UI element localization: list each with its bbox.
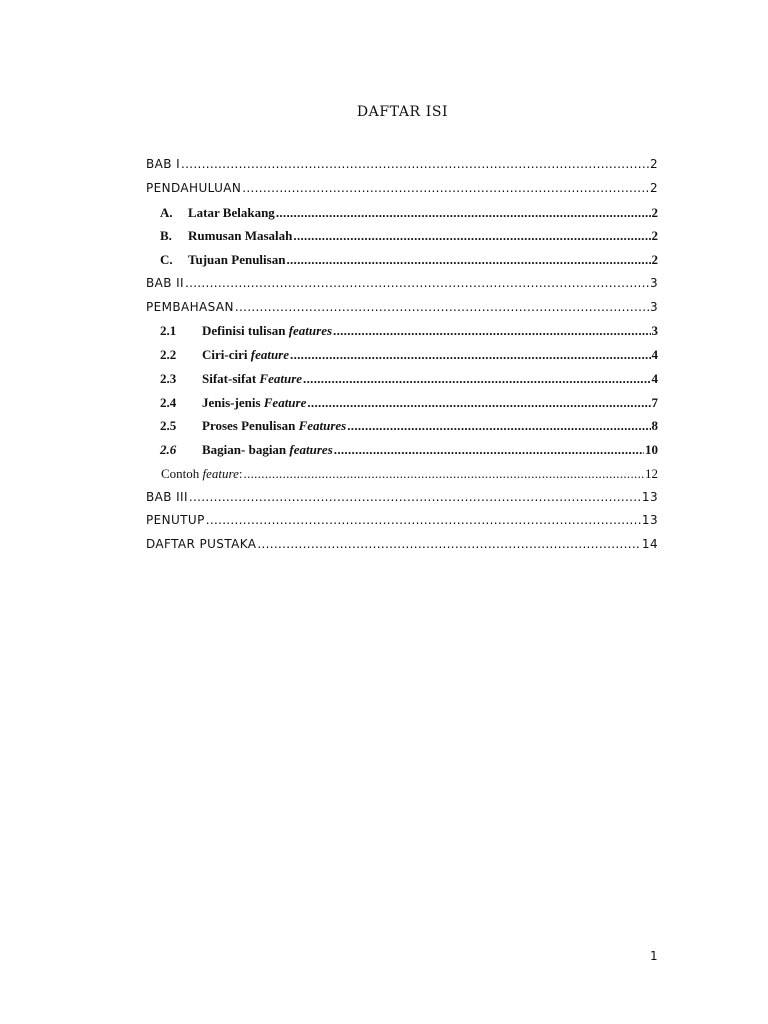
dot-leader (303, 371, 650, 387)
toc-entry-label-italic: Feature (263, 394, 307, 410)
toc-entry-2-5[interactable] (146, 418, 658, 442)
toc-entry-2-2[interactable] (146, 347, 658, 371)
toc-entry-number: B. (160, 228, 172, 244)
toc-entry-label (202, 371, 302, 387)
toc-entry-page: 8 (651, 418, 658, 434)
toc-entry-tujuan-penulisan[interactable] (146, 252, 658, 276)
toc-entry-label-text: Contoh (161, 465, 203, 481)
toc-entry-label: PENDAHULUAN (146, 180, 242, 195)
toc-entry-label: Latar Belakang (188, 204, 275, 220)
toc-entry-label-italic: features (288, 323, 333, 339)
toc-entry-bab-1[interactable] (146, 157, 658, 181)
toc-entry-page: 4 (651, 370, 658, 386)
toc-entry-label-italic: Feature (259, 370, 303, 386)
toc-entry-2-1[interactable] (146, 323, 658, 347)
toc-entry-page: 2 (649, 157, 658, 171)
dot-leader (206, 513, 641, 527)
page-title: DAFTAR ISI (356, 104, 449, 120)
toc-entry-label-suffix: : (238, 465, 243, 481)
toc-entry-bab-2[interactable] (146, 276, 658, 300)
toc-entry-number: 2.2 (160, 347, 177, 362)
toc-entry-page: 14 (641, 537, 658, 551)
toc-entry-label: DAFTAR PUSTAKA (146, 537, 257, 551)
toc-entry-label (202, 395, 306, 411)
toc-entry-latar-belakang[interactable] (146, 205, 658, 229)
toc-entry-label (202, 442, 333, 458)
toc-entry-label (202, 347, 289, 363)
toc-entry-2-4[interactable] (146, 395, 658, 419)
toc-entry-number: 2.6 (160, 442, 177, 457)
toc-entry-number: A. (160, 204, 173, 220)
table-of-contents (146, 157, 658, 561)
toc-entry-pendahuluan[interactable] (146, 181, 658, 205)
dot-leader (235, 300, 649, 314)
toc-entry-label: BAB II (146, 275, 184, 290)
toc-entry-label: Tujuan Penulisan (188, 252, 286, 267)
toc-entry-label-italic: feature (250, 347, 290, 362)
toc-entry-label: PEMBAHASAN (146, 299, 234, 314)
dot-leader (290, 347, 650, 363)
toc-entry-page: 10 (645, 442, 658, 457)
toc-entry-label-italic: Features (298, 418, 347, 434)
dot-leader (307, 395, 650, 411)
toc-entry-page: 2 (649, 180, 658, 195)
toc-entry-page: 12 (645, 465, 658, 481)
toc-entry-label-text: Jenis-jenis (202, 394, 264, 410)
dot-leader (333, 323, 650, 339)
toc-entry-2-3[interactable] (146, 371, 658, 395)
toc-entry-page: 2 (651, 204, 658, 220)
toc-entry-page: 2 (651, 252, 658, 267)
dot-leader (242, 181, 649, 195)
toc-entry-label-text: Definisi tulisan (202, 323, 289, 339)
dot-leader (244, 466, 644, 482)
toc-entry-label: BAB III (146, 489, 188, 504)
toc-entry-label (202, 323, 332, 339)
dot-leader (257, 537, 641, 551)
toc-entry-label-text: Proses Penulisan (202, 418, 299, 434)
toc-entry-label-text: Sifat-sifat (202, 370, 260, 386)
toc-entry-label-italic: feature (202, 465, 239, 481)
toc-entry-penutup[interactable] (146, 513, 658, 537)
toc-entry-pembahasan[interactable] (146, 300, 658, 324)
dot-leader (347, 418, 650, 434)
dot-leader (334, 442, 644, 458)
dot-leader (293, 228, 650, 244)
toc-entry-page: 3 (651, 323, 658, 339)
toc-entry-number: C. (160, 252, 173, 267)
toc-entry-page: 4 (651, 347, 658, 362)
toc-entry-label (161, 466, 243, 482)
toc-entry-bab-3[interactable] (146, 490, 658, 514)
toc-entry-label: BAB I (146, 157, 181, 171)
toc-entry-page: 13 (641, 489, 658, 504)
toc-entry-page: 13 (641, 513, 658, 528)
toc-entry-daftar-pustaka[interactable] (146, 537, 658, 561)
toc-entry-page: 7 (651, 394, 658, 410)
toc-entry-number: 2.3 (160, 370, 177, 386)
toc-entry-2-6[interactable] (146, 442, 658, 466)
toc-entry-number: 2.5 (160, 418, 177, 434)
toc-entry-label (202, 418, 346, 434)
toc-entry-page: 3 (649, 275, 658, 290)
toc-entry-page: 2 (651, 228, 658, 244)
toc-entry-page: 3 (649, 299, 658, 314)
page-number: 1 (650, 949, 658, 963)
dot-leader (181, 157, 649, 171)
toc-entry-label: PENUTUP (146, 513, 205, 528)
toc-entry-label: Rumusan Masalah (188, 228, 293, 244)
toc-entry-label-italic: features (289, 442, 333, 457)
toc-entry-label-text: Ciri-ciri (202, 347, 251, 362)
toc-entry-contoh-feature[interactable] (146, 466, 658, 490)
toc-entry-rumusan-masalah[interactable] (146, 228, 658, 252)
toc-entry-number: 2.1 (160, 323, 177, 339)
dot-leader (286, 252, 650, 268)
dot-leader (185, 276, 649, 290)
dot-leader (276, 205, 651, 221)
toc-entry-number: 2.4 (160, 394, 177, 410)
dot-leader (189, 490, 641, 504)
toc-entry-label-text: Bagian- bagian (202, 442, 290, 457)
